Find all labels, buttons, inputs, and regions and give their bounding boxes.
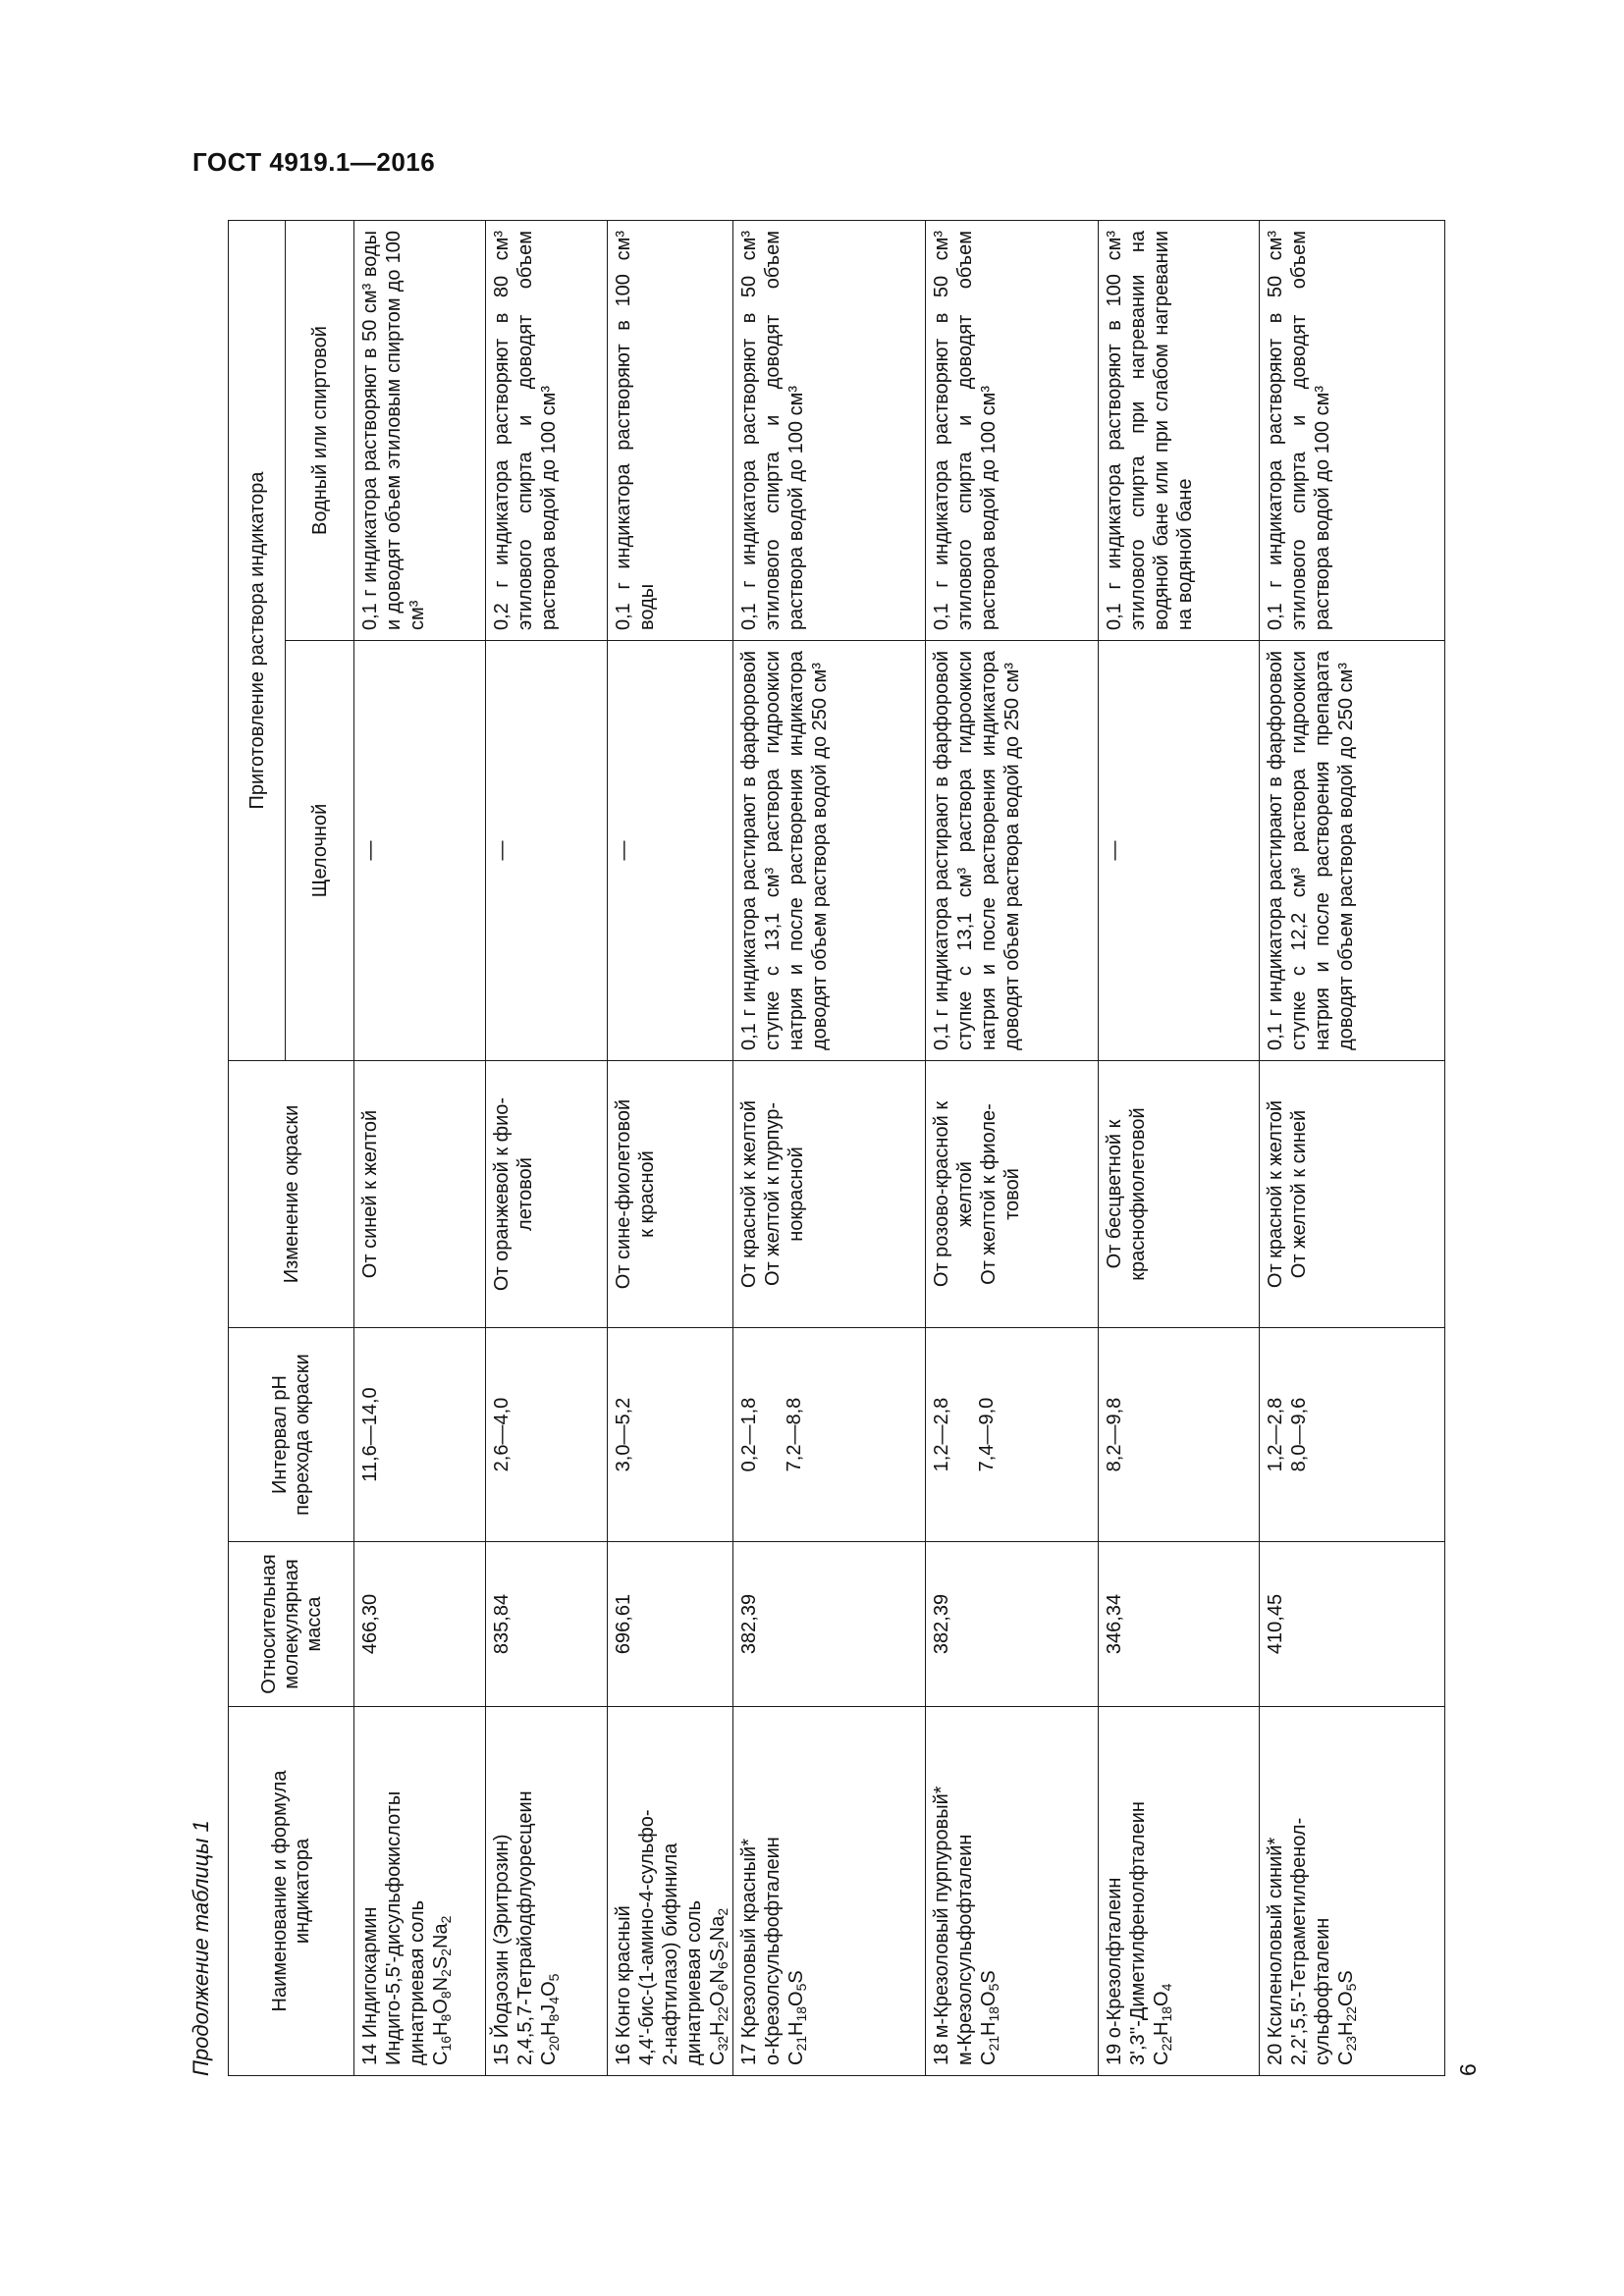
col-header-name: Наименование и формула индикатора <box>229 1707 354 2076</box>
col-header-prep: Приготовление раствора индикатора <box>229 221 286 1061</box>
cell-name: 18 м-Крезоловый пурпуровый* м-Крезолсульфофталеин $C_{21}H_{18}O_5S$ <box>926 1707 1099 2076</box>
cell-name: 15 Йодэозин (Эритрозин) 2,4,5,7-Тетрайодфлуоресцеин $C_{20}H_8J_4O_5$ <box>486 1707 608 2076</box>
cell-ph: 1,2—2,8 8,0—9,6 <box>1260 1328 1445 1542</box>
cell-ph: 3,0—5,2 <box>608 1328 733 1542</box>
header-row <box>229 221 286 2076</box>
cell-aq: 0,1 г индикатора растворяют в 50 см³ этилового спирта и доводят объем раствора водой до 100 см³ <box>926 221 1099 641</box>
chemical-formula: $C_{23}H_{22}O_5S$ <box>1335 1970 1359 2065</box>
cell-ph: 0,2—1,8 7,2—8,8 <box>733 1328 926 1542</box>
table-row <box>1260 221 1445 2076</box>
col-header-aq: Водный или спиртовой <box>286 221 354 641</box>
table-row <box>926 221 1099 2076</box>
cell-aq: 0,1 г индикатора растворяют в 50 см³ этилового спирта и доводят объем раствора водой до 100 см³ <box>1260 221 1445 641</box>
cell-mass: 466,30 <box>354 1542 486 1707</box>
chemical-formula: $C_{21}H_{18}O_5S$ <box>785 1970 809 2065</box>
cell-color: От сине-фиолетовой к красной <box>608 1061 733 1328</box>
col-header-alk: Щелочной <box>286 641 354 1061</box>
cell-alk: — <box>1099 641 1260 1061</box>
cell-name: 19 о-Крезолфталеин 3',3''-Диметилфенолфталеин $C_{22}H_{18}O_4$ <box>1099 1707 1260 2076</box>
cell-aq: 0,1 г индикатора растворяют в 100 см³ этилового спирта при нагревании на водяной бане или при слабом нагревании на водяной бане <box>1099 221 1260 641</box>
cell-mass: 346,34 <box>1099 1542 1260 1707</box>
cell-color: От красной к желтой От желтой к синей <box>1260 1061 1445 1328</box>
chemical-formula: $C_{22}H_{18}O_4$ <box>1151 1983 1174 2065</box>
col-header-ph: Интервал pH перехода окраски <box>229 1328 354 1542</box>
cell-color: От красной к желтой От желтой к пурпур- нокрасной <box>733 1061 926 1328</box>
table-row <box>608 221 733 2076</box>
table-row <box>354 221 486 2076</box>
cell-name: 20 Ксиленоловый синий* 2,2',5,5'-Тетраметилфенол- сульфофталеин $C_{23}H_{22}O_5S$ <box>1260 1707 1445 2076</box>
cell-color: От синей к желтой <box>354 1061 486 1328</box>
cell-alk: 0,1 г индикатора растирают в фарфоровой ступке с 13,1 см³ раствора гидроокиси натрия и после растворения индикатора доводят объем раствора водой до 250 см³ <box>733 641 926 1061</box>
table-caption: Продолжение таблицы 1 <box>189 1820 213 2076</box>
indicator-table <box>228 220 1445 2076</box>
chemical-formula: $C_{20}H_8J_4O_5$ <box>538 1973 562 2065</box>
cell-mass: 410,45 <box>1260 1542 1445 1707</box>
cell-name: 16 Конго красный 4,4'-бис-(1-амино-4-сульфо- 2-нафтилазо) бифинила динатриевая соль $C_{32}H_{22}O_6N_6S_2Na_2$ <box>608 1707 733 2076</box>
chemical-formula: $C_{16}H_8O_8N_2S_2Na_2$ <box>430 1915 454 2065</box>
rotated-table-page <box>179 221 1494 2076</box>
cell-alk: — <box>354 641 486 1061</box>
cell-ph: 8,2—9,8 <box>1099 1328 1260 1542</box>
cell-ph: 11,6—14,0 <box>354 1328 486 1542</box>
cell-aq: 0,2 г индикатора растворяют в 80 см³ этилового спирта и доводят объем раствора водой до 100 см³ <box>486 221 608 641</box>
cell-mass: 835,84 <box>486 1542 608 1707</box>
cell-mass: 382,39 <box>733 1542 926 1707</box>
cell-mass: 696,61 <box>608 1542 733 1707</box>
page-number: 6 <box>1455 2063 1481 2076</box>
col-header-mass: Относительная молекулярная масса <box>229 1542 354 1707</box>
cell-ph: 2,6—4,0 <box>486 1328 608 1542</box>
cell-aq: 0,1 г индикатора растворяют в 50 см³ этилового спирта и доводят объем раствора водой до 100 см³ <box>733 221 926 641</box>
cell-aq: 0,1 г индикатора растворяют в 100 см³ воды <box>608 221 733 641</box>
cell-alk: — <box>608 641 733 1061</box>
cell-alk: — <box>486 641 608 1061</box>
table-row <box>1099 221 1260 2076</box>
cell-name: 14 Индигокармин Индиго-5,5'-дисульфокислоты динатриевая соль $C_{16}H_8O_8N_2S_2Na_2$ <box>354 1707 486 2076</box>
table-row <box>486 221 608 2076</box>
chemical-formula: $C_{21}H_{18}O_5S$ <box>978 1970 1001 2065</box>
cell-alk: 0,1 г индикатора растирают в фарфоровой ступке с 12,2 см³ раствора гидроокиси натрия и после растворения препарата доводят объем раствора водой до 250 см³ <box>1260 641 1445 1061</box>
cell-aq: 0,1 г индикатора растворяют в 50 см³ воды и доводят объем этиловым спиртом до 100 см³ <box>354 221 486 641</box>
cell-color: От розово-красной к желтой От желтой к фиоле- товой <box>926 1061 1099 1328</box>
document-header: ГОСТ 4919.1—2016 <box>192 147 436 177</box>
table-row <box>733 221 926 2076</box>
cell-color: От оранжевой к фио- летовой <box>486 1061 608 1328</box>
cell-alk: 0,1 г индикатора растирают в фарфоровой ступке с 13,1 см³ раствора гидроокиси натрия и после растворения индикатора доводят объем раствора водой до 250 см³ <box>926 641 1099 1061</box>
chemical-formula: $C_{32}H_{22}O_6N_6S_2Na_2$ <box>707 1907 731 2065</box>
cell-ph: 1,2—2,8 7,4—9,0 <box>926 1328 1099 1542</box>
cell-color: От бесцветной к краснофиолетовой <box>1099 1061 1260 1328</box>
cell-mass: 382,39 <box>926 1542 1099 1707</box>
cell-name: 17 Крезоловый красный* о-Крезолсульфофталеин $C_{21}H_{18}O_5S$ <box>733 1707 926 2076</box>
col-header-color: Изменение окраски <box>229 1061 354 1328</box>
